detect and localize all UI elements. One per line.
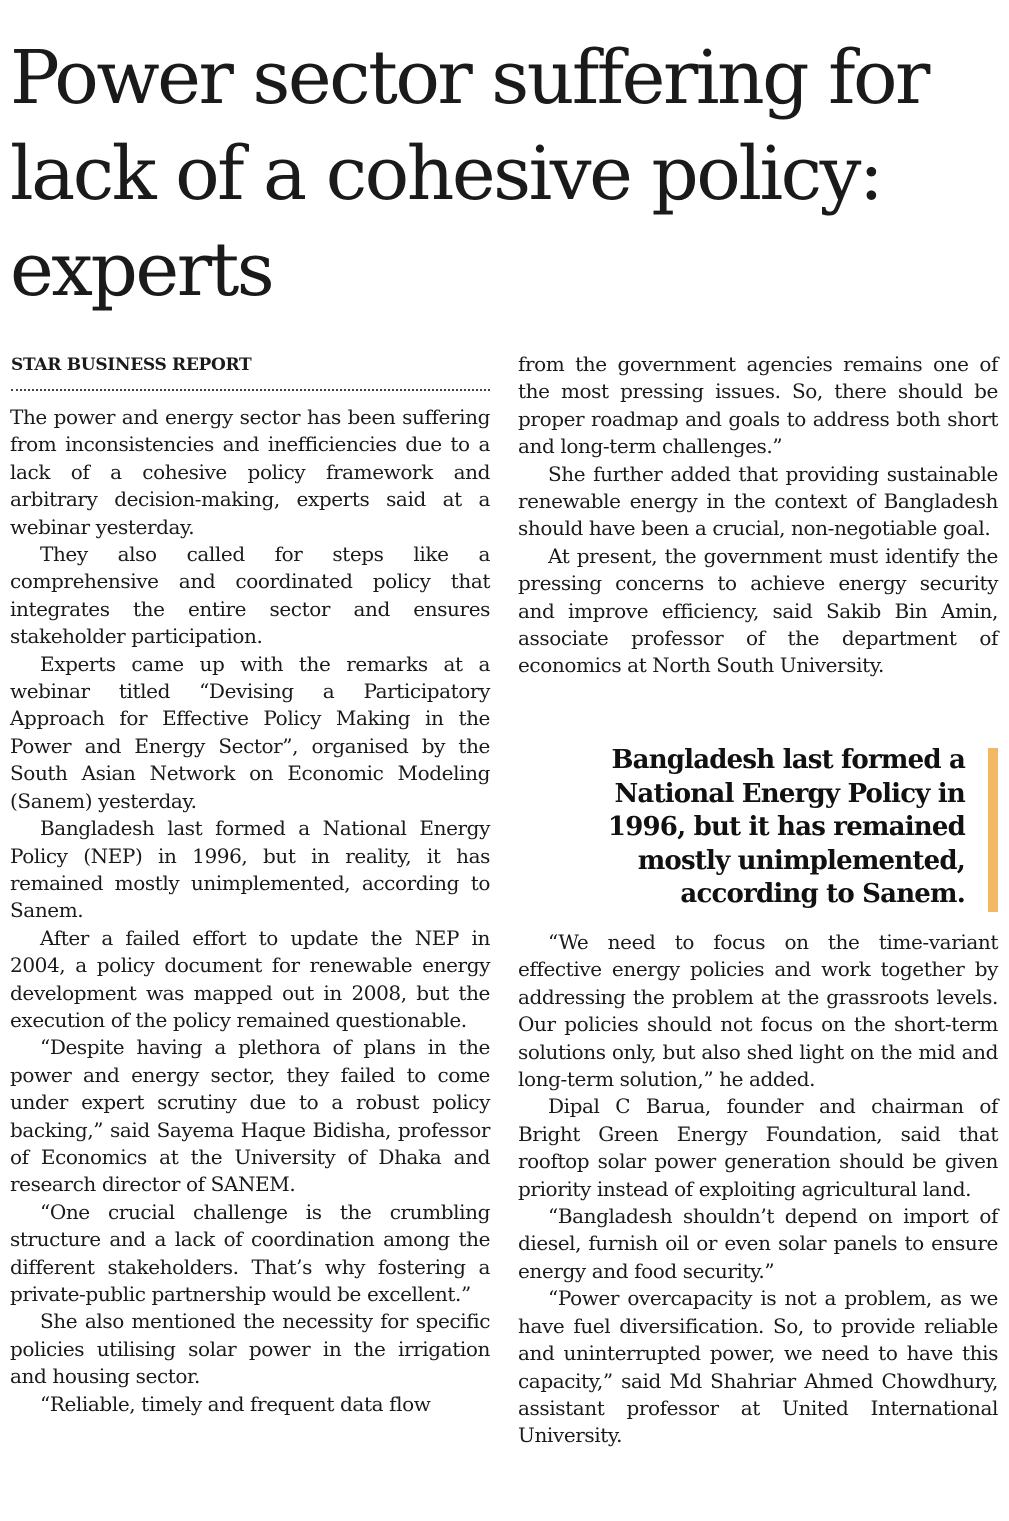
byline: STAR BUSINESS REPORT [11,355,252,375]
paragraph: Experts came up with the remarks at a webinar titled “Devising a Participatory Approach for Effective Policy Making in the Power and Energy Sector”, organised by the South Asian Network on Economic Modeling (Sanem) yesterday. [10,651,490,813]
column-right-top [518,351,998,680]
paragraph: After a failed effort to update the NEP in 2004, a policy document for renewable energy development was mapped out in 2008, but the execution of the policy remained questionable. [10,925,490,1032]
paragraph: They also called for steps like a comprehensive and coordinated policy that integrates the entire sector and ensures stakeholder participation. [10,542,490,649]
paragraph: The power and energy sector has been suffering from inconsistencies and inefficiencies due to a lack of a cohesive policy framework and arbitrary decision-making, experts said at a webinar yesterday. [10,405,490,539]
paragraph: Bangladesh last formed a National Energy Policy (NEP) in 1996, but in reality, it has remained mostly unimplemented, according to Sanem. [10,816,490,923]
paragraph: “Despite having a plethora of plans in the power and energy sector, they failed to come under expert scrutiny due to a robust policy backing,” said Sayema Haque Bidisha, professor of Economics at the University of Dhaka and research director of SANEM. [10,1035,490,1197]
paragraph: At present, the government must identify the pressing concerns to achieve energy security and improve efficiency, said Sakib Bin Amin, associate professor of the department of economics at North South University. [518,543,998,678]
pull-quote: Bangladesh last formed a National Energy Policy in 1996, but it has remained mostly unimplemented, according to Sanem. [607,745,965,909]
byline-divider [11,389,490,391]
paragraph: Dipal C Barua, founder and chairman of Bright Green Energy Foundation, said that rooftop solar power generation should be given priority instead of exploiting agricultural land. [518,1094,998,1201]
paragraph: She also mentioned the necessity for specific policies utilising solar power in the irrigation and housing sector. [10,1309,490,1389]
paragraph: She further added that providing sustainable renewable energy in the context of Bangladesh should have been a crucial, non-negotiable goal. [518,461,998,541]
paragraph: “One crucial challenge is the crumbling structure and a lack of coordination among the different stakeholders. That’s why fostering a private-public partnership would be excellent.” [10,1199,490,1306]
column-left [10,404,490,1418]
paragraph: “Reliable, timely and frequent data flow [40,1391,431,1416]
paragraph: “Bangladesh shouldn’t depend on import of diesel, furnish oil or even solar panels to ensure energy and food security.” [518,1204,998,1283]
paragraph: “Power overcapacity is not a problem, as we have fuel diversification. So, to provide reliable and uninterrupted power, we need to have this capacity,” said Md Shahriar Ahmed Chowdhury, assistant professor at United International University. [518,1286,998,1448]
pull-quote-accent-bar [988,748,998,912]
column-right-bottom [518,929,998,1450]
paragraph: from the government agencies remains one of the most pressing issues. So, there should be proper roadmap and goals to address both short and long-term challenges.” [518,352,998,459]
headline: Power sector suffering for lack of a cohesive policy: experts [10,35,928,313]
paragraph: “We need to focus on the time-variant effective energy policies and work together by addressing the problem at the grassroots levels. Our policies should not focus on the short-term solutions only, but also shed light on the mid and long-term solution,” he added. [518,930,998,1092]
